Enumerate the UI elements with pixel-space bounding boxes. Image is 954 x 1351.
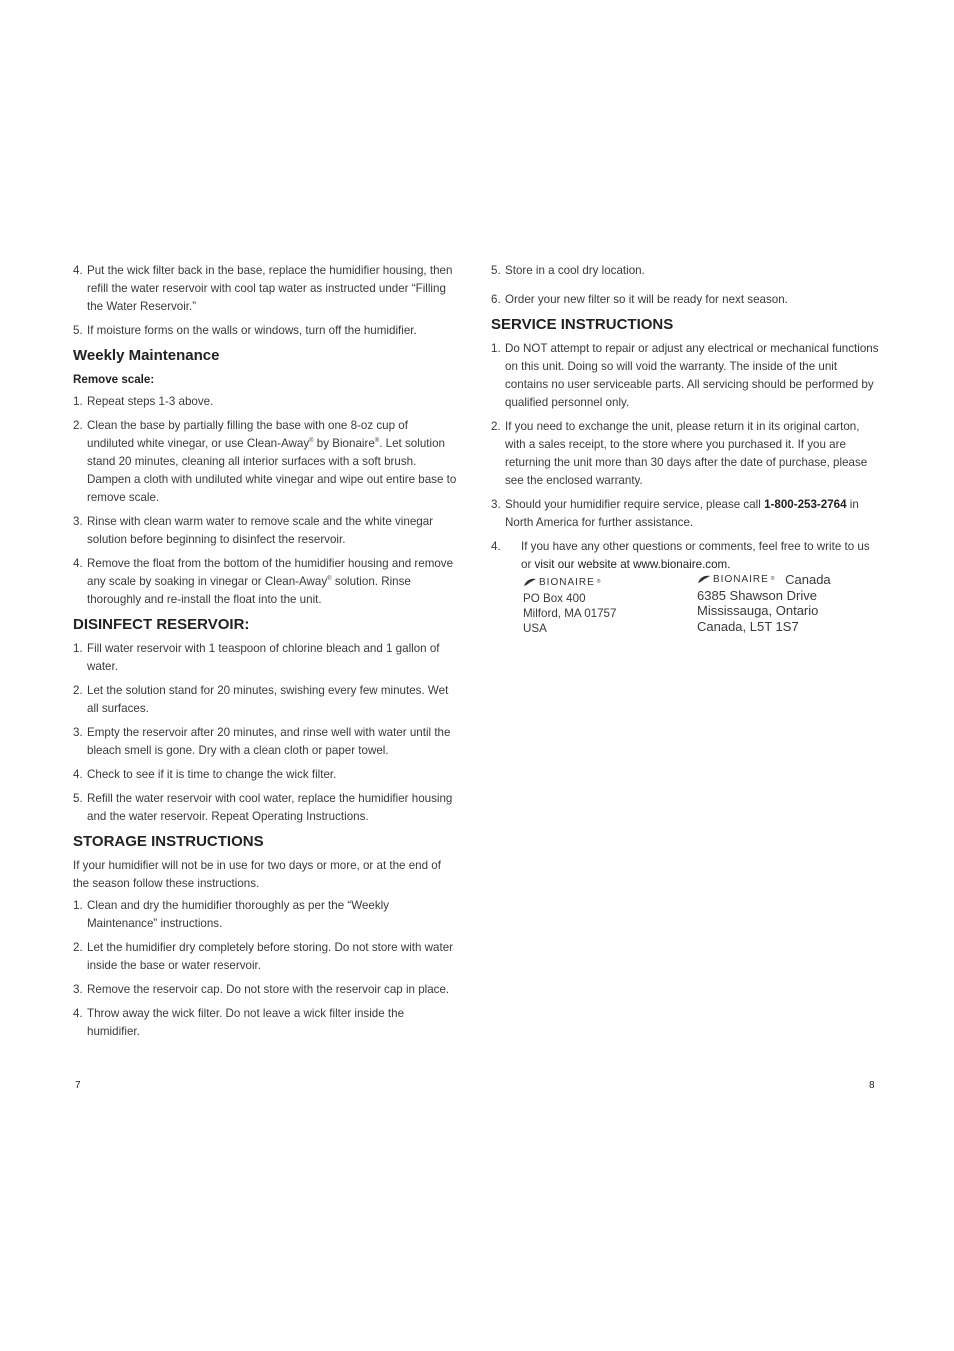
item-number: 4. bbox=[491, 540, 501, 553]
item-text bbox=[505, 496, 881, 532]
item-number: 4. bbox=[73, 768, 83, 781]
logo-text: BIONAIRE bbox=[539, 577, 595, 588]
registered-mark: ® bbox=[770, 576, 776, 582]
registered-mark: ® bbox=[374, 438, 380, 445]
item-number: 4. bbox=[73, 557, 83, 570]
registered-mark: ® bbox=[327, 576, 332, 583]
item-text: Store in a cool dry location. bbox=[505, 264, 645, 277]
list-item bbox=[491, 262, 881, 280]
list-item bbox=[491, 496, 881, 532]
item-number: 3. bbox=[73, 726, 83, 739]
item-text: Do NOT attempt to repair or adjust any electrical or mechanical functions on this unit. Doing so will void the warranty. The inside of the unit contains no user serviceable parts. All servicing should be performed by qualified personnel only. bbox=[505, 342, 879, 409]
weekly-maintenance-heading: Weekly Maintenance bbox=[73, 347, 220, 364]
item-number: 2. bbox=[73, 941, 83, 954]
list-item bbox=[73, 939, 458, 975]
list-item bbox=[73, 555, 458, 609]
item-number: 4. bbox=[73, 264, 83, 277]
list-item bbox=[73, 1005, 458, 1041]
text-segment: Remove the float from the bottom of the humidifier housing and remove any scale by soaking in vinegar or Clean-Away bbox=[87, 557, 454, 588]
left-column bbox=[73, 262, 458, 1047]
item-number: 1. bbox=[73, 395, 83, 408]
list-item bbox=[73, 262, 458, 316]
item-number: 4. bbox=[73, 1007, 83, 1020]
list-item bbox=[491, 291, 881, 309]
list-item bbox=[491, 340, 881, 412]
item-text: Let the humidifier dry completely before storing. Do not store with water inside the base or water reservoir. bbox=[87, 941, 454, 972]
text-segment: solution. Rinse thoroughly and re-install the float into the unit. bbox=[87, 575, 411, 606]
item-number: 3. bbox=[73, 983, 83, 996]
item-text: Clean and dry the humidifier thoroughly as per the “Weekly Maintenance” instructions. bbox=[87, 899, 390, 930]
item-number: 2. bbox=[73, 684, 83, 697]
item-text: Check to see if it is time to change the wick filter. bbox=[87, 768, 337, 781]
address-line: Mississauga, Ontario bbox=[697, 603, 819, 619]
item-number: 3. bbox=[73, 515, 83, 528]
list-item bbox=[73, 513, 458, 549]
text-segment: Should your humidifier require service, please call bbox=[505, 498, 765, 511]
item-number: 3. bbox=[491, 498, 501, 511]
page-number-right: 8 bbox=[869, 1080, 875, 1091]
address-line: USA bbox=[523, 622, 547, 635]
text-segment: in North America for further assistance. bbox=[505, 498, 859, 529]
list-item bbox=[73, 724, 458, 760]
text-segment: by Bionaire bbox=[313, 437, 375, 450]
list-item bbox=[491, 538, 881, 574]
text-segment: If you have any other questions or comments, feel free to write to us or bbox=[521, 540, 870, 571]
address-line: Milford, MA 01757 bbox=[523, 607, 617, 620]
item-number: 2. bbox=[491, 420, 501, 433]
registered-mark: ® bbox=[309, 438, 314, 445]
remove-scale-subheading: Remove scale: bbox=[73, 373, 155, 386]
storage-instructions-heading: STORAGE INSTRUCTIONS bbox=[73, 833, 264, 850]
address-line: PO Box 400 bbox=[523, 592, 586, 605]
item-text: Throw away the wick filter. Do not leave a wick filter inside the humidifier. bbox=[87, 1007, 405, 1038]
logo-text: BIONAIRE bbox=[713, 574, 769, 585]
item-text: Refill the water reservoir with cool water, replace the humidifier housing and the water reservoir. Repeat Operating Instructions. bbox=[87, 792, 453, 823]
item-text: Repeat steps 1-3 above. bbox=[87, 395, 214, 408]
bionaire-logo-icon bbox=[697, 575, 711, 584]
item-text bbox=[87, 417, 458, 507]
bionaire-logo-icon bbox=[523, 578, 537, 587]
address-usa bbox=[523, 575, 616, 636]
list-item bbox=[73, 393, 458, 411]
service-instructions-heading: SERVICE INSTRUCTIONS bbox=[491, 316, 674, 333]
text-segment: . Let solution stand 20 minutes, cleaning all interior surfaces with a soft brush. Dampen a cloth with undiluted white vinegar and wipe out entire base to remove scale. bbox=[87, 437, 457, 504]
list-item bbox=[73, 640, 458, 676]
item-text: Remove the reservoir cap. Do not store with the reservoir cap in place. bbox=[87, 983, 450, 996]
disinfect-reservoir-heading: DISINFECT RESERVOIR: bbox=[73, 616, 250, 633]
list-item bbox=[73, 790, 458, 826]
item-number: 1. bbox=[491, 342, 501, 355]
item-text: Put the wick filter back in the base, replace the humidifier housing, then refill the water reservoir with cool tap water as instructed under “Filling the Water Reservoir.” bbox=[87, 264, 453, 313]
item-number: 5. bbox=[491, 264, 501, 277]
bionaire-logo bbox=[523, 575, 601, 590]
storage-intro: If your humidifier will not be in use for two days or more, or at the end of the season follow these instructions. bbox=[73, 859, 441, 890]
page-number-left: 7 bbox=[75, 1080, 81, 1091]
item-text: Rinse with clean warm water to remove scale and the white vinegar solution before beginning to disinfect the reservoir. bbox=[87, 515, 434, 546]
phone-number: 1-800-253-2764 bbox=[764, 498, 847, 511]
registered-mark: ® bbox=[596, 579, 602, 585]
list-item bbox=[73, 682, 458, 718]
text-segment: Clean the base by partially filling the base with one 8-oz cup of undiluted white vinegar, or use Clean-Away bbox=[87, 419, 408, 450]
list-item bbox=[73, 981, 458, 999]
address-heading bbox=[697, 572, 831, 588]
address-line: 6385 Shawson Drive bbox=[697, 587, 817, 603]
item-number: 1. bbox=[73, 899, 83, 912]
item-number: 2. bbox=[73, 419, 83, 432]
item-text: If moisture forms on the walls or windows, turn off the humidifier. bbox=[87, 324, 417, 337]
item-text: Empty the reservoir after 20 minutes, and rinse well with water until the bleach smell is gone. Dry with a clean cloth or paper towel. bbox=[87, 726, 451, 757]
list-item bbox=[73, 417, 458, 507]
item-text bbox=[521, 538, 881, 574]
list-item bbox=[491, 418, 881, 490]
list-item bbox=[73, 897, 458, 933]
item-number: 5. bbox=[73, 792, 83, 805]
item-text: If you need to exchange the unit, please return it in its original carton, with a sales receipt, to the store where you purchased it. If you are returning the unit more than 30 days after the date of purchase, please see the enclosed warranty. bbox=[505, 420, 868, 487]
item-number: 5. bbox=[73, 324, 83, 337]
list-item bbox=[73, 766, 458, 784]
item-text: Fill water reservoir with 1 teaspoon of chlorine bleach and 1 gallon of water. bbox=[87, 642, 440, 673]
address-line: Canada, L5T 1S7 bbox=[697, 618, 799, 634]
item-text: Let the solution stand for 20 minutes, swishing every few minutes. Wet all surfaces. bbox=[87, 684, 449, 715]
item-number: 6. bbox=[491, 293, 501, 306]
website-text: visit our website at www.bionaire.com. bbox=[534, 558, 731, 571]
item-text: Order your new filter so it will be ready for next season. bbox=[505, 293, 788, 306]
address-country: Canada bbox=[785, 572, 831, 588]
bionaire-logo bbox=[697, 572, 775, 588]
item-number: 1. bbox=[73, 642, 83, 655]
right-column bbox=[491, 262, 881, 580]
address-canada bbox=[697, 572, 831, 634]
list-item bbox=[73, 322, 458, 340]
item-text bbox=[87, 555, 458, 609]
